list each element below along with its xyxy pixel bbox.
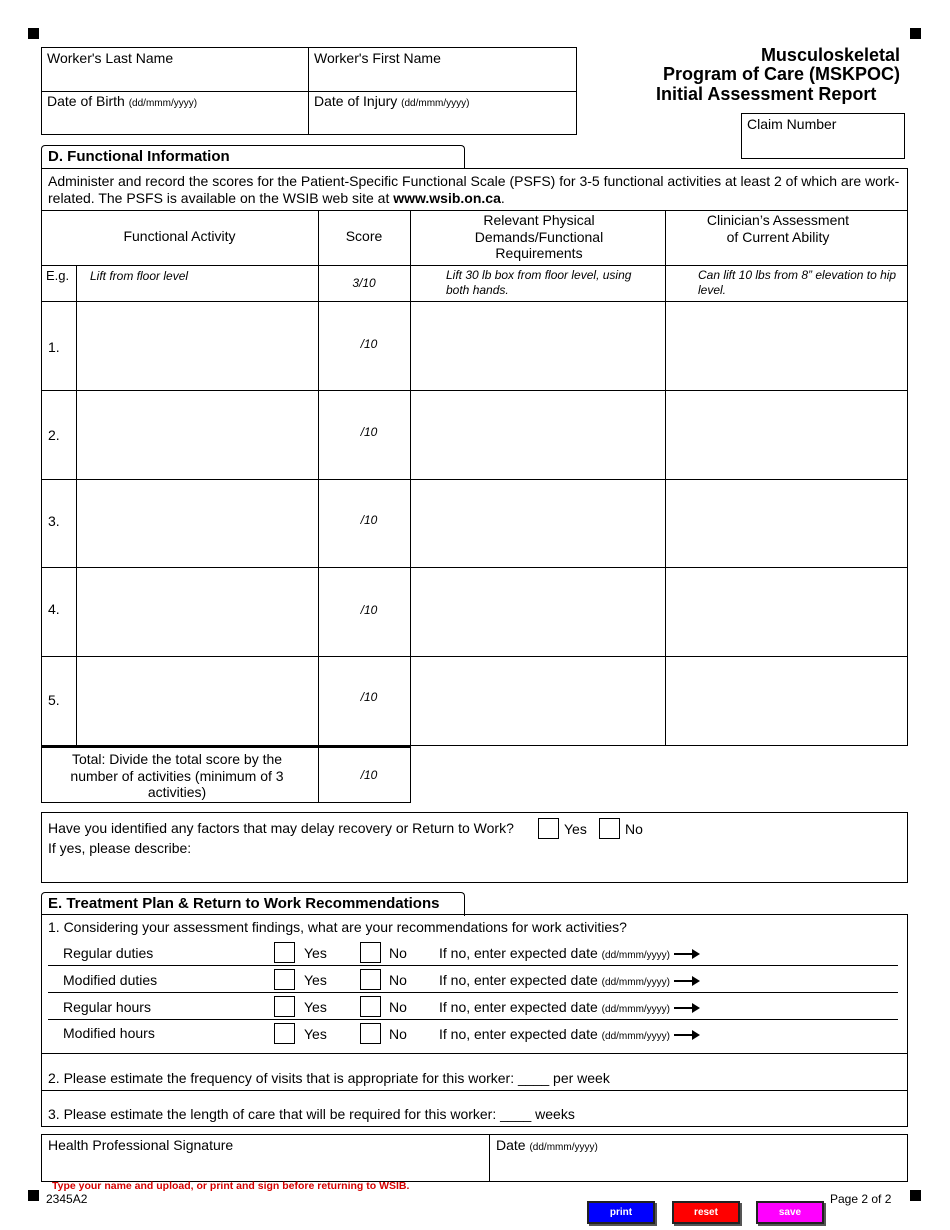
if-no-text: If no, enter expected date bbox=[439, 945, 598, 961]
row-5-number: 5. bbox=[48, 692, 60, 708]
regular-duties-yes-checkbox[interactable] bbox=[274, 942, 295, 963]
expected-date-label bbox=[439, 945, 670, 961]
save-button[interactable]: save bbox=[756, 1201, 824, 1224]
first-name-label: Worker's First Name bbox=[314, 50, 441, 66]
modified-hours-yes-checkbox[interactable] bbox=[274, 1023, 295, 1044]
col-header-score: Score bbox=[345, 228, 383, 244]
doi-format: (dd/mmm/yyyy) bbox=[401, 98, 470, 109]
section-d-title: D. Functional Information bbox=[41, 145, 465, 169]
row-4-number: 4. bbox=[48, 601, 60, 617]
col-header-assessment: Clinician’s Assessment of Current Ability bbox=[706, 212, 850, 245]
col-header-activity: Functional Activity bbox=[123, 228, 236, 244]
arrow-right-icon bbox=[674, 953, 698, 955]
duty-label: Modified duties bbox=[63, 972, 158, 988]
modified-duties-yes-checkbox[interactable] bbox=[274, 969, 295, 990]
row-5-score[interactable]: /10 bbox=[360, 690, 378, 704]
example-assessment: Can lift 10 lbs from 8” elevation to hip level. bbox=[698, 268, 897, 297]
last-name-label: Worker's Last Name bbox=[47, 50, 174, 66]
no-label: No bbox=[389, 999, 407, 1015]
arrow-right-icon bbox=[674, 1007, 698, 1009]
date-format: (dd/mmm/yyyy) bbox=[601, 1004, 671, 1015]
date-field[interactable] bbox=[496, 1137, 598, 1153]
divider bbox=[308, 47, 309, 135]
divider bbox=[41, 1053, 908, 1054]
no-label: No bbox=[389, 972, 407, 988]
modified-duties-no-checkbox[interactable] bbox=[360, 969, 381, 990]
regular-duties-no-checkbox[interactable] bbox=[360, 942, 381, 963]
form-title bbox=[663, 46, 900, 84]
example-activity: Lift from floor level bbox=[90, 269, 189, 283]
example-demands: Lift 30 lb box from floor level, using both hands. bbox=[446, 268, 632, 297]
divider bbox=[76, 265, 77, 746]
modified-hours-no-checkbox[interactable] bbox=[360, 1023, 381, 1044]
registration-mark-bottom-right bbox=[910, 1190, 921, 1201]
regular-hours-yes-checkbox[interactable] bbox=[274, 996, 295, 1017]
title-line-3: Initial Assessment Report bbox=[656, 84, 877, 104]
factors-yes-checkbox[interactable] bbox=[538, 818, 559, 839]
intro-end: . bbox=[500, 190, 505, 206]
date-label: Date bbox=[496, 1137, 526, 1153]
factors-no-checkbox[interactable] bbox=[599, 818, 620, 839]
title-line-1: Musculoskeletal bbox=[760, 45, 900, 65]
regular-hours-no-checkbox[interactable] bbox=[360, 996, 381, 1017]
doi-label: Date of Injury bbox=[314, 93, 398, 109]
factors-describe-label: If yes, please describe: bbox=[48, 840, 192, 856]
divider bbox=[41, 1090, 908, 1091]
q3-text: 3. Please estimate the length of care that will be required for this worker: ____ weeks bbox=[48, 1106, 575, 1122]
dob-field[interactable] bbox=[47, 93, 197, 109]
yes-label: Yes bbox=[304, 999, 327, 1015]
example-score: 3/10 bbox=[352, 276, 376, 290]
row-3-score[interactable]: /10 bbox=[360, 513, 378, 527]
claim-number-label: Claim Number bbox=[747, 116, 837, 132]
example-label: E.g. bbox=[46, 268, 70, 283]
row-1-score[interactable]: /10 bbox=[360, 337, 378, 351]
return-warning: Type your name and upload, or print and sign before returning to WSIB. bbox=[52, 1180, 410, 1192]
signature-label[interactable]: Health Professional Signature bbox=[48, 1137, 234, 1153]
section-d-intro bbox=[41, 168, 908, 211]
dob-label: Date of Birth bbox=[47, 93, 125, 109]
divider bbox=[41, 91, 577, 92]
divider bbox=[665, 210, 666, 746]
row-1-number: 1. bbox=[48, 339, 60, 355]
divider bbox=[41, 301, 908, 302]
registration-mark-bottom-left bbox=[28, 1190, 39, 1201]
doi-field[interactable] bbox=[314, 93, 470, 109]
if-no-text: If no, enter expected date bbox=[439, 1026, 598, 1042]
no-label: No bbox=[389, 945, 407, 961]
divider bbox=[41, 656, 908, 657]
expected-date-label bbox=[439, 972, 670, 988]
yes-label: Yes bbox=[304, 945, 327, 961]
divider bbox=[41, 479, 908, 480]
divider bbox=[318, 210, 319, 803]
page-number: Page 2 of 2 bbox=[830, 1192, 892, 1206]
row-2-number: 2. bbox=[48, 427, 60, 443]
row-2-score[interactable]: /10 bbox=[360, 425, 378, 439]
factors-no-label: No bbox=[625, 821, 643, 837]
registration-mark-top-left bbox=[28, 28, 39, 39]
divider bbox=[48, 992, 898, 993]
no-label: No bbox=[389, 1026, 407, 1042]
arrow-right-icon bbox=[674, 1034, 698, 1036]
registration-mark-top-right bbox=[910, 28, 921, 39]
date-format: (dd/mmm/yyyy) bbox=[601, 977, 671, 988]
duty-label: Regular hours bbox=[63, 999, 151, 1015]
divider bbox=[41, 265, 908, 266]
row-4-score[interactable]: /10 bbox=[360, 603, 378, 617]
print-button[interactable]: print bbox=[587, 1201, 655, 1224]
reset-button[interactable]: reset bbox=[672, 1201, 740, 1224]
last-name-field[interactable] bbox=[47, 50, 173, 66]
divider bbox=[489, 1134, 490, 1182]
duty-label: Modified hours bbox=[63, 1025, 155, 1041]
intro-text: Administer and record the scores for the Patient-Specific Functional Scale (PSFS) for 3-5 functional activities at least 2 of which are work-related. The PSFS is available on the WSIB web site at bbox=[48, 173, 900, 206]
divider bbox=[48, 1019, 898, 1020]
q2-text: 2. Please estimate the frequency of visits that is appropriate for this worker: ____ per week bbox=[48, 1070, 610, 1086]
duty-label: Regular duties bbox=[63, 945, 154, 961]
wsib-link[interactable]: www.wsib.on.ca bbox=[393, 190, 501, 206]
section-e-title: E. Treatment Plan & Return to Work Recommendations bbox=[41, 892, 465, 916]
expected-date-label bbox=[439, 999, 670, 1015]
divider bbox=[48, 965, 898, 966]
yes-label: Yes bbox=[304, 1026, 327, 1042]
expected-date-label bbox=[439, 1026, 670, 1042]
dob-format: (dd/mmm/yyyy) bbox=[128, 98, 198, 109]
title-line-2: Program of Care (MSKPOC) bbox=[662, 64, 900, 84]
factors-yes-label: Yes bbox=[564, 821, 587, 837]
form-code: 2345A2 bbox=[46, 1192, 88, 1206]
date-format: (dd/mmm/yyyy) bbox=[529, 1142, 598, 1153]
divider bbox=[41, 390, 908, 391]
row-3-number: 3. bbox=[48, 513, 60, 529]
first-name-field[interactable] bbox=[314, 50, 441, 66]
date-format: (dd/mmm/yyyy) bbox=[601, 1031, 671, 1042]
if-no-text: If no, enter expected date bbox=[439, 999, 598, 1015]
arrow-right-icon bbox=[674, 980, 698, 982]
yes-label: Yes bbox=[304, 972, 327, 988]
divider bbox=[410, 210, 411, 803]
divider bbox=[41, 567, 908, 568]
date-format: (dd/mmm/yyyy) bbox=[601, 950, 671, 961]
delay-factors-question: Have you identified any factors that may delay recovery or Return to Work? bbox=[48, 820, 514, 836]
if-no-text: If no, enter expected date bbox=[439, 972, 598, 988]
col-header-demands: Relevant Physical Demands/Functional Requirements bbox=[474, 212, 604, 261]
q1-text: 1. Considering your assessment findings, what are your recommendations for work activities? bbox=[48, 919, 627, 935]
total-score[interactable]: /10 bbox=[360, 768, 378, 782]
total-label: Total: Divide the total score by the number of activities (minimum of 3 activities) bbox=[70, 751, 284, 800]
